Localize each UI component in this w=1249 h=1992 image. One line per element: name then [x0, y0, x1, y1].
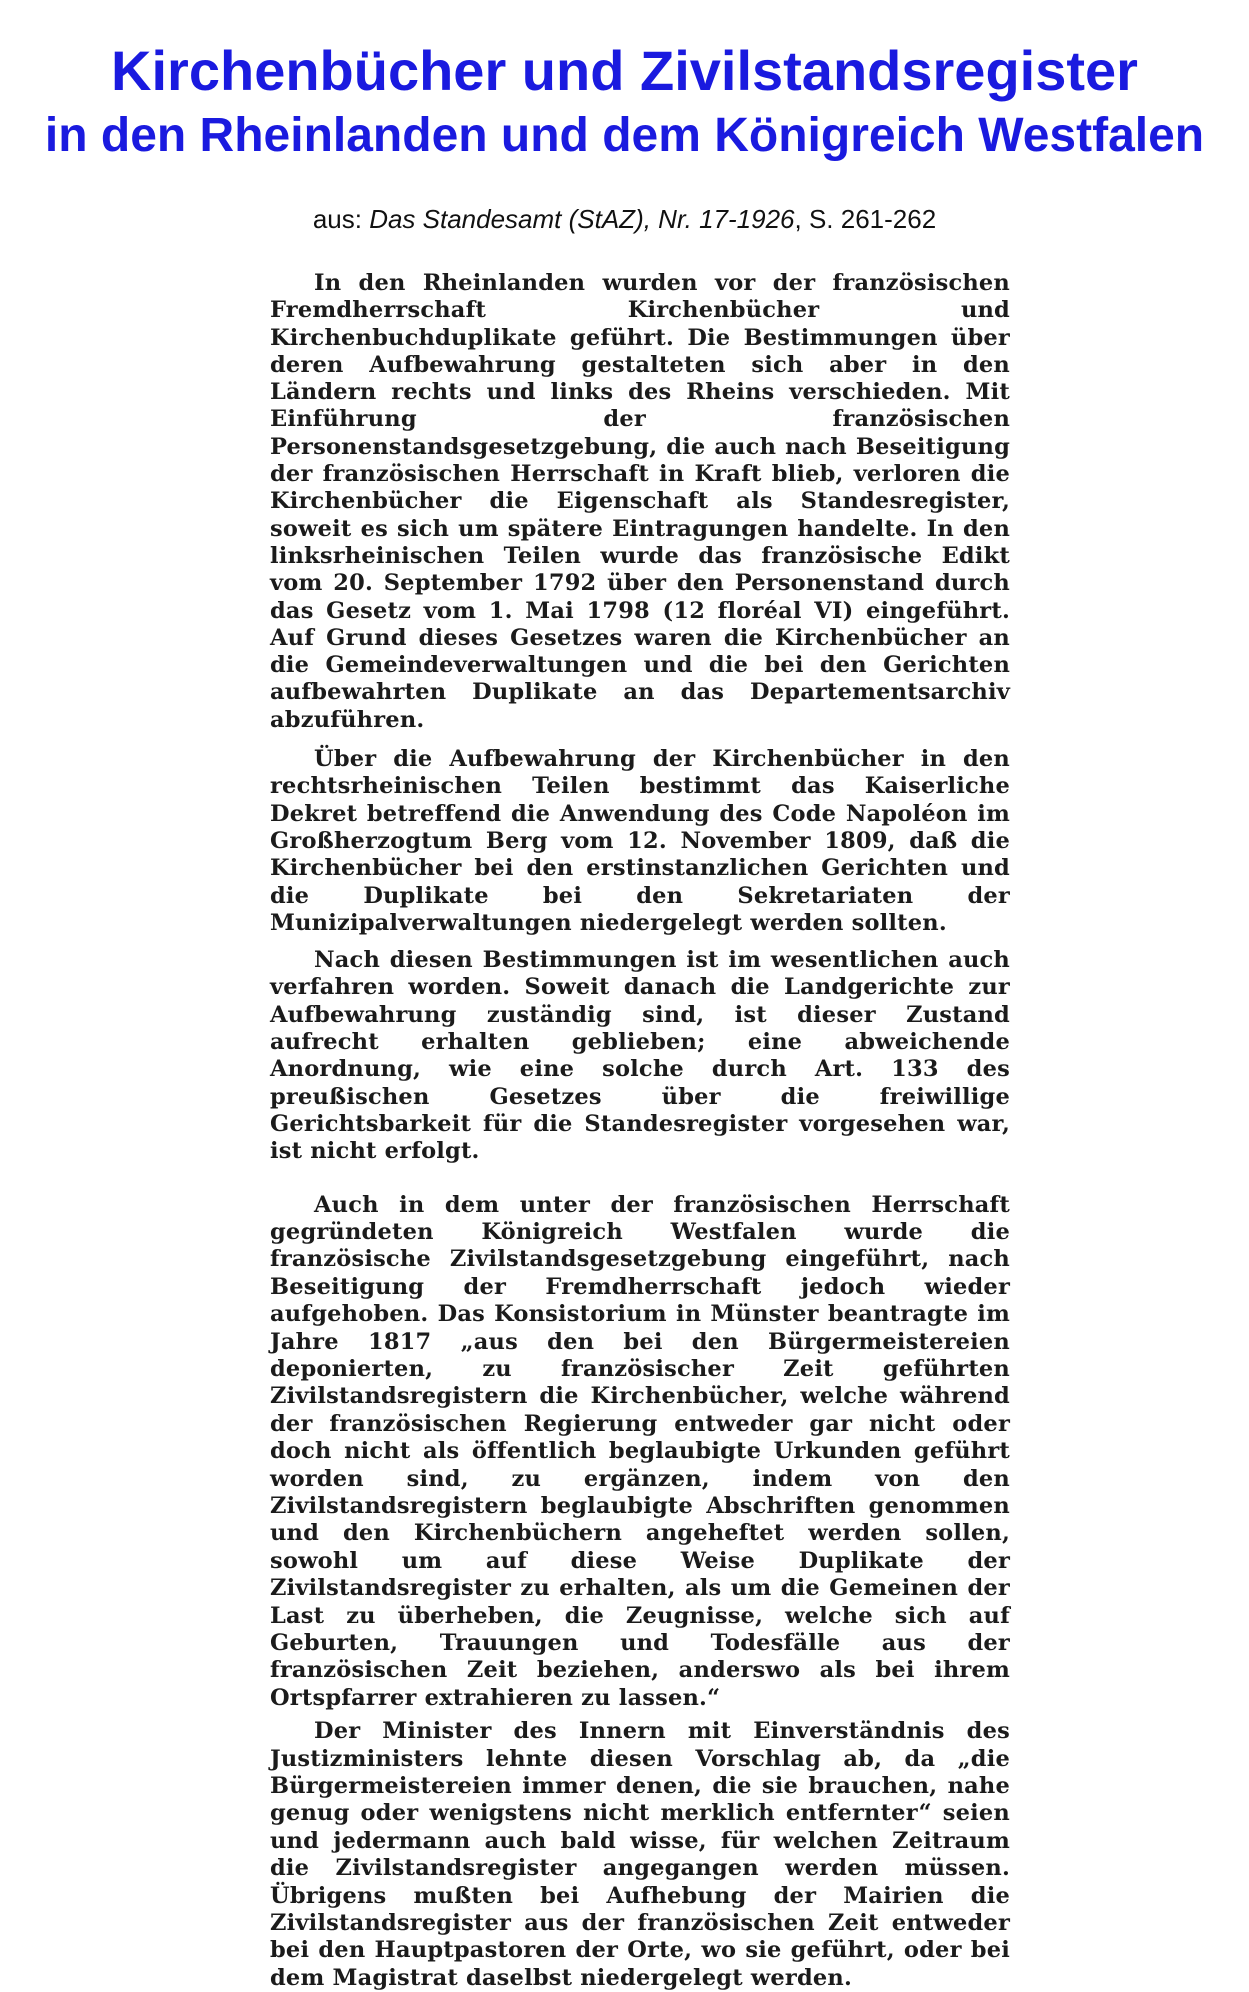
source-prefix: aus: [312, 204, 370, 234]
scanned-article [270, 270, 1010, 1991]
article-paragraph: Nach diesen Bestimmungen ist im wesentlichen auch verfahren worden. Soweit danach die Landgerichte zur Aufbewahrung zuständig sind, ist dieser Zustand aufrecht erhalten geblieben; eine abweichende Anordnung, wie eine solche durch Art. 133 des preußischen Gesetzes über die freiwillige Gerichtsbarkeit für die Standesregister vorgesehen war, ist nicht erfolgt. [270, 947, 1010, 1165]
page-subtitle: in den Rheinlanden und dem Königreich Westfalen [44, 109, 1205, 162]
article-paragraph: Auch in dem unter der französischen Herrschaft gegründeten Königreich Westfalen wurde die französische Zivilstandsgesetzgebung eingeführt, nach Beseitigung der Fremdherrschaft jedoch wieder aufgehoben. Das Konsistorium in Münster beantragte im Jahre 1817 „aus den bei den Bürgermeistereien deponierten, zu französischer Zeit geführten Zivilstandsregistern die Kirchenbücher, welche während der französischen Regierung entweder gar nicht oder doch nicht als öffentlich beglaubigte Urkunden geführt worden sind, zu ergänzen, indem von den Zivilstandsregistern beglaubigte Abschriften genommen und den Kirchenbüchern angeheftet werden sollen, sowohl um auf diese Weise Duplikate der Zivilstandsregister zu erhalten, als um die Gemeinen der Last zu überheben, die Zeugnisse, welche sich auf Geburten, Trauungen und Todesfälle aus der französischen Zeit beziehen, anderswo als bei ihrem Ortspfarrer extrahieren zu lassen.“ [270, 1191, 1010, 1711]
source-journal: Das Standesamt (StAZ), Nr. 17-1926 [369, 204, 795, 234]
source-citation [0, 202, 1249, 236]
article-paragraph: Über die Aufbewahrung der Kirchenbücher in den rechtsrheinischen Teilen bestimmt das Kaiserliche Dekret betreffend die Anwendung des Code Napoléon im Großherzogtum Berg vom 12. November 1809, daß die Kirchenbücher bei den erstinstanzlichen Gerichten und die Duplikate bei den Sekretariaten der Munizipalverwaltungen niedergelegt werden sollten. [270, 746, 1010, 936]
article-paragraph: Der Minister des Innern mit Einverständnis des Justizministers lehnte diesen Vorschlag ab, da „die Bürgermeistereien immer denen, die sie brauchen, nahe genug oder wenigstens nicht merklich entfernter“ seien und jedermann auch bald wisse, für welchen Zeitraum die Zivilstandsregister angegangen werden müssen. Übrigens mußten bei Aufhebung der Mairien die Zivilstandsregister aus der französischen Zeit entweder bei den Hauptpastoren der Orte, wo sie geführt, oder bei dem Magistrat daselbst niedergelegt werden. [270, 1718, 1010, 1991]
article-paragraph: In den Rheinlanden wurden vor der französischen Fremdherrschaft Kirchenbücher und Kirchenbuchduplikate geführt. Die Bestimmungen über deren Aufbewahrung gestalteten sich aber in den Ländern rechts und links des Rheins verschieden. Mit Einführung der französischen Personenstandsgesetzgebung, die auch nach Beseitigung der französischen Herrschaft in Kraft blieb, verloren die Kirchenbücher die Eigenschaft als Standesregister, soweit es sich um spätere Eintragungen handelte. In den linksrheinischen Teilen wurde das französische Edikt vom 20. September 1792 über den Personenstand durch das Gesetz vom 1. Mai 1798 (12 floréal VI) eingeführt. Auf Grund dieses Gesetzes waren die Kirchenbücher an die Gemeindeverwaltungen und die bei den Gerichten aufbewahrten Duplikate an das Departementsarchiv abzuführen. [270, 270, 1010, 733]
source-pages: , S. 261-262 [794, 204, 937, 234]
page-title: Kirchenbücher und Zivilstandsregister [111, 39, 1138, 102]
